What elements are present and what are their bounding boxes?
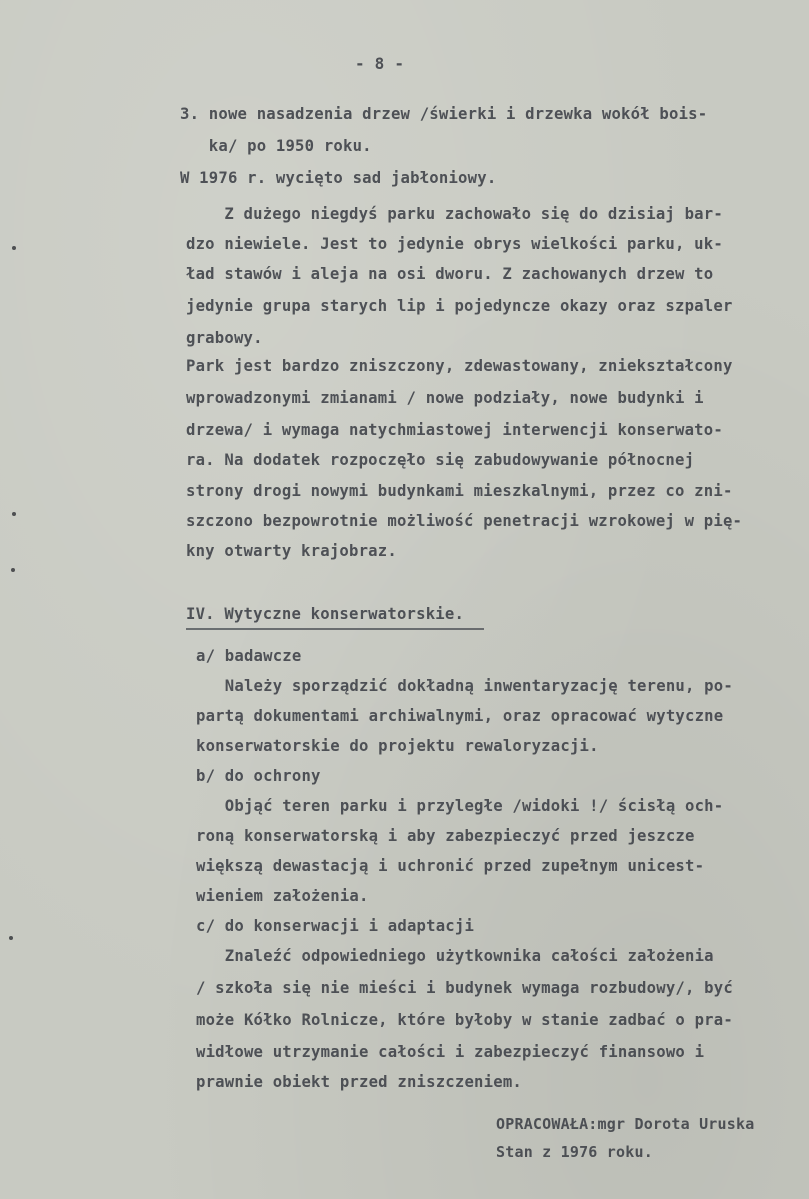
- text-line: strony drogi nowymi budynkami mieszkalnymi, przez co zni-: [186, 482, 733, 500]
- text-line: Należy sporządzić dokładną inwentaryzację terenu, po-: [196, 677, 733, 695]
- text-line: dzo niewiele. Jest to jedynie obrys wielkości parku, uk-: [186, 235, 723, 253]
- text-line: większą dewastacją i uchronić przed zupełnym unicest-: [196, 857, 705, 875]
- heading-underline: [186, 628, 484, 630]
- page-number: - 8 -: [355, 54, 405, 73]
- text-line: jedynie grupa starych lip i pojedyncze okazy oraz szpaler: [186, 297, 733, 315]
- text-line: kny otwarty krajobraz.: [186, 542, 397, 560]
- text-line: może Kółko Rolnicze, które byłoby w stanie zadbać o pra-: [196, 1011, 733, 1029]
- text-line: partą dokumentami archiwalnymi, oraz opracować wytyczne: [196, 707, 724, 725]
- punch-mark: [11, 568, 15, 572]
- text-line: Z dużego niegdyś parku zachowało się do dzisiaj bar-: [186, 205, 723, 223]
- text-line: widłowe utrzymanie całości i zabezpieczyć finansowo i: [196, 1043, 705, 1061]
- text-line: Park jest bardzo zniszczony, zdewastowany, zniekształcony: [186, 357, 733, 375]
- text-line: grabowy.: [186, 329, 263, 347]
- text-line: roną konserwatorską i aby zabezpieczyć przed jeszcze: [196, 827, 695, 845]
- document-date: Stan z 1976 roku.: [496, 1143, 653, 1161]
- text-line: ład stawów i aleja na osi dworu. Z zachowanych drzew to: [186, 265, 714, 283]
- section-heading: IV. Wytyczne konserwatorskie.: [186, 605, 465, 623]
- text-line: Znaleźć odpowiedniego użytkownika całości założenia: [196, 947, 714, 965]
- text-line: wprowadzonymi zmianami / nowe podziały, nowe budynki i: [186, 389, 704, 407]
- text-line: konserwatorskie do projektu rewaloryzacji.: [196, 737, 599, 755]
- text-line: drzewa/ i wymaga natychmiastowej interwencji konserwato-: [186, 421, 723, 439]
- text-line: / szkoła się nie mieści i budynek wymaga rozbudowy/, być: [196, 979, 733, 997]
- text-line: W 1976 r. wycięto sad jabłoniowy.: [180, 169, 497, 187]
- text-line: szczono bezpowrotnie możliwość penetracji wzrokowej w pię-: [186, 512, 743, 530]
- text-line: ra. Na dodatek rozpoczęło się zabudowywanie północnej: [186, 451, 695, 469]
- text-line: prawnie obiekt przed zniszczeniem.: [196, 1073, 522, 1091]
- punch-mark: [12, 512, 16, 516]
- text-line: ka/ po 1950 roku.: [180, 137, 372, 155]
- text-line: 3. nowe nasadzenia drzew /świerki i drzewka wokół bois-: [180, 105, 708, 123]
- punch-mark: [9, 936, 13, 940]
- subsection-label: b/ do ochrony: [196, 767, 321, 785]
- subsection-label: a/ badawcze: [196, 647, 302, 665]
- subsection-label: c/ do konserwacji i adaptacji: [196, 917, 475, 935]
- text-line: Objąć teren parku i przyległe /widoki !/ ścisłą och-: [196, 797, 724, 815]
- author-signature: OPRACOWAŁA:mgr Dorota Uruska: [496, 1115, 755, 1133]
- punch-mark: [12, 246, 16, 250]
- text-line: wieniem założenia.: [196, 887, 369, 905]
